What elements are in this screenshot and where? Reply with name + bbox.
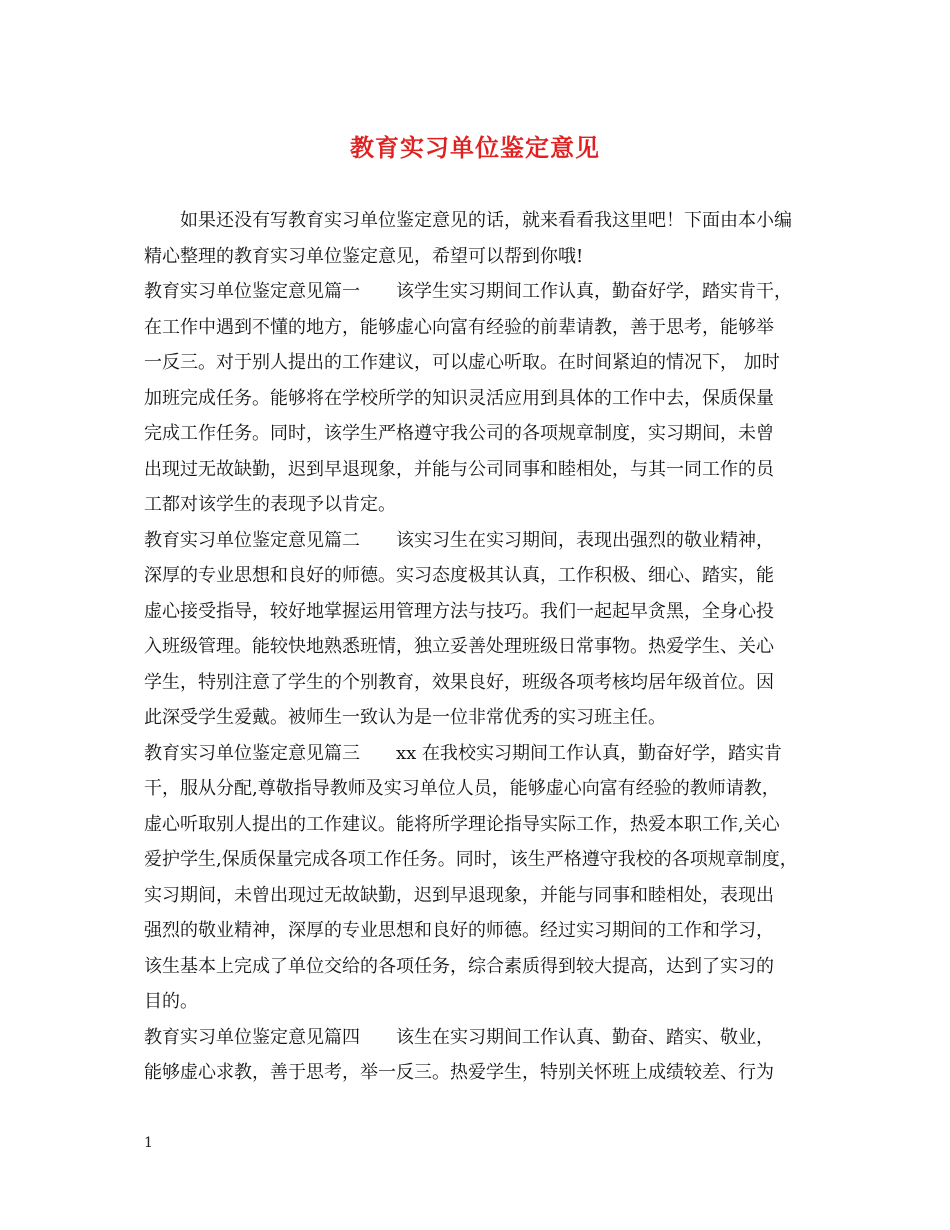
paragraph-line: 完成工作任务。同时，该学生严格遵守我公司的各项规章制度，实习期间，未曾 <box>144 423 774 444</box>
page-number: 1 <box>144 1135 153 1151</box>
paragraph-line: 该生基本上完成了单位交给的各项任务，综合素质得到较大提高，达到了实习的 <box>144 955 774 977</box>
section-heading: 教育实习单位鉴定意见篇一 <box>144 281 360 302</box>
paragraph-line: 此深受学生爱戴。被师生一致认为是一位非常优秀的实习班主任。 <box>144 707 666 728</box>
section-text: xx 在我校实习期间工作认真，勤奋好学，踏实肯 <box>396 742 783 764</box>
paragraph-line: 实习期间，未曾出现过无故缺勤，迟到早退现象，并能与同事和睦相处，表现出 <box>144 884 774 906</box>
section-text: 该学生实习期间工作认真，勤奋好学，踏实肯干， <box>396 281 792 302</box>
section-text: 该生在实习期间工作认真、勤奋、踏实、敬业， <box>396 1026 774 1048</box>
paragraph-line: 目的。 <box>144 991 198 1012</box>
paragraph-line: 强烈的敬业精神，深厚的专业思想和良好的师德。经过实习期间的工作和学习， <box>144 920 774 941</box>
section-2-first-line <box>144 523 814 559</box>
section-heading: 教育实习单位鉴定意见篇三 <box>144 742 360 764</box>
paragraph-line: 一反三。对于别人提出的工作建议，可以虚心听取。在时间紧迫的情况下， 加时 <box>144 352 780 373</box>
document-body <box>144 203 814 1091</box>
section-3-first-line <box>144 736 814 772</box>
document-title: 教育实习单位鉴定意见 <box>350 133 600 162</box>
paragraph-line: 爱护学生,保质保量完成各项工作任务。同时，该生严格遵守我校的各项规章制度， <box>144 849 798 870</box>
paragraph-line: 学生，特别注意了学生的个别教育，效果良好，班级各项考核均居年级首位。因 <box>144 671 774 693</box>
paragraph-line: 入班级管理。能较快地熟悉班情，独立妥善处理班级日常事物。热爱学生、关心 <box>144 636 774 657</box>
section-heading: 教育实习单位鉴定意见篇二 <box>144 529 360 551</box>
paragraph-line: 能够虚心求教，善于思考，举一反三。热爱学生，特别关怀班上成绩较差、行为 <box>144 1062 774 1083</box>
paragraph-line: 虚心听取别人提出的工作建议。能将所学理论指导实际工作，热爱本职工作,关心 <box>144 813 780 835</box>
paragraph-line: 加班完成任务。能够将在学校所学的知识灵活应用到具体的工作中去，保质保量 <box>144 387 774 409</box>
paragraph-line: 工都对该学生的表现予以肯定。 <box>144 494 396 515</box>
paragraph-line: 虚心接受指导，较好地掌握运用管理方法与技巧。我们一起起早贪黑，全身心投 <box>144 600 774 622</box>
paragraph-line: 深厚的专业思想和良好的师德。实习态度极其认真，工作积极、细心、踏实，能 <box>144 565 774 586</box>
intro-line: 精心整理的教育实习单位鉴定意见，希望可以帮到你哦! <box>144 245 584 267</box>
paragraph-line: 出现过无故缺勤，迟到早退现象，并能与公司同事和睦相处，与其一同工作的员 <box>144 458 774 480</box>
paragraph-line: 在工作中遇到不懂的地方，能够虚心向富有经验的前辈请教，善于思考，能够举 <box>144 316 774 338</box>
paragraph-line: 干，服从分配,尊敬指导教师及实习单位人员，能够虚心向富有经验的教师请教， <box>144 778 780 799</box>
intro-line: 如果还没有写教育实习单位鉴定意见的话，就来看看我这里吧！下面由本小编 <box>180 210 792 231</box>
section-heading: 教育实习单位鉴定意见篇四 <box>144 1026 360 1048</box>
section-4-first-line <box>144 1020 814 1056</box>
section-text: 该实习生在实习期间，表现出强烈的敬业精神， <box>396 529 774 551</box>
section-1-first-line <box>144 274 814 310</box>
